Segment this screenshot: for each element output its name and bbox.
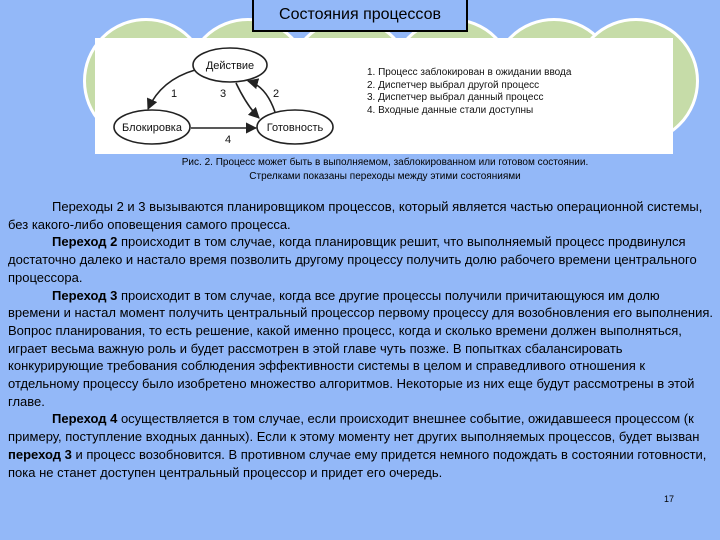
highlight-term: Переход 2 — [52, 234, 118, 250]
paragraph-text: и процесс возобновится. В противном случае ему придется немного подождать в состоянии готовности, пока не станет доступен центральный процессор и придет его очередь. — [8, 446, 707, 480]
diagram-legend — [367, 67, 571, 117]
legend-item: 4. Входные данные стали доступны — [367, 104, 534, 116]
legend-item: 3. Диспетчер выбрал данный процесс — [367, 92, 544, 103]
caption-line-2: Стрелками показаны переходы между этими состояниями — [249, 171, 521, 182]
body-text — [8, 198, 714, 481]
highlight-term: Переходы 2 и 3 — [52, 199, 146, 214]
arrow-label-4: 4 — [225, 134, 232, 146]
arrow-label-2: 2 — [273, 88, 280, 100]
arrow-label-1: 1 — [171, 88, 178, 100]
arrow-label-3: 3 — [220, 88, 227, 100]
state-action-label: Действие — [205, 60, 255, 72]
highlight-term: Переход 4 — [52, 411, 118, 427]
arrow-3 — [236, 83, 259, 118]
caption-line-1: Рис. 2. Процесс может быть в выполняемом, заблокированном или готовом состоянии. — [181, 157, 589, 168]
highlight-term: Переход 3 — [52, 287, 118, 303]
legend-item: 2. Диспетчер выбрал другой процесс — [367, 79, 540, 91]
state-ready-label: Готовность — [266, 122, 324, 134]
paragraph-transition-2 — [8, 233, 714, 286]
page-number: 17 — [664, 494, 675, 504]
state-diagram-figure — [95, 38, 673, 154]
figure-caption — [105, 156, 665, 184]
paragraph-text: происходит в том случае, когда планировщик решит, что выполняемый процесс продвинулся достаточно далеко и настало время позволить другому процессу получить долю рабочего времени центрального процессора. — [8, 234, 697, 285]
bold-term: переход 3 — [8, 446, 72, 462]
arrow-2 — [248, 81, 275, 112]
legend-item: 1. Процесс заблокирован в ожидании ввода — [367, 67, 572, 78]
paragraph-text: осуществляется в том случае, если происходит внешнее событие, ожидавшееся процессом (к примеру, поступление входных данных). Если к этому моменту нет других выполняемых процессов, будет вызван — [8, 411, 700, 445]
paragraph-transition-3 — [8, 287, 714, 411]
paragraph-transition-4 — [8, 410, 714, 481]
slide-title: Состояния процессов — [252, 0, 468, 32]
state-blocked-label: Блокировка — [122, 122, 182, 134]
paragraph-text: происходит в том случае, когда все другие процессы получили причитающуюся им долю времени и настал момент получить центральный процессор первому процессу для возобновления его выполнения. Вопрос планирования, то есть решение, какой именно процесс, когда и сколько времени должен выполняться, играет весьма важную роль и будет рассмотрен в этой главе чуть позже. В попытках сбалансировать конкурирующие требования соблюдения эффективности системы в целом и справедливого отношения к отдельному процессу было изобретено множество алгоритмов. Некоторые из них еще будут рассмотрены в этой главе. — [8, 287, 714, 409]
paragraph-text: вызываются планировщиком процессов, который является частью операционной системы, без какого-либо оповещения самого процесса. — [8, 199, 703, 232]
paragraph-transitions-2-3 — [8, 198, 714, 233]
